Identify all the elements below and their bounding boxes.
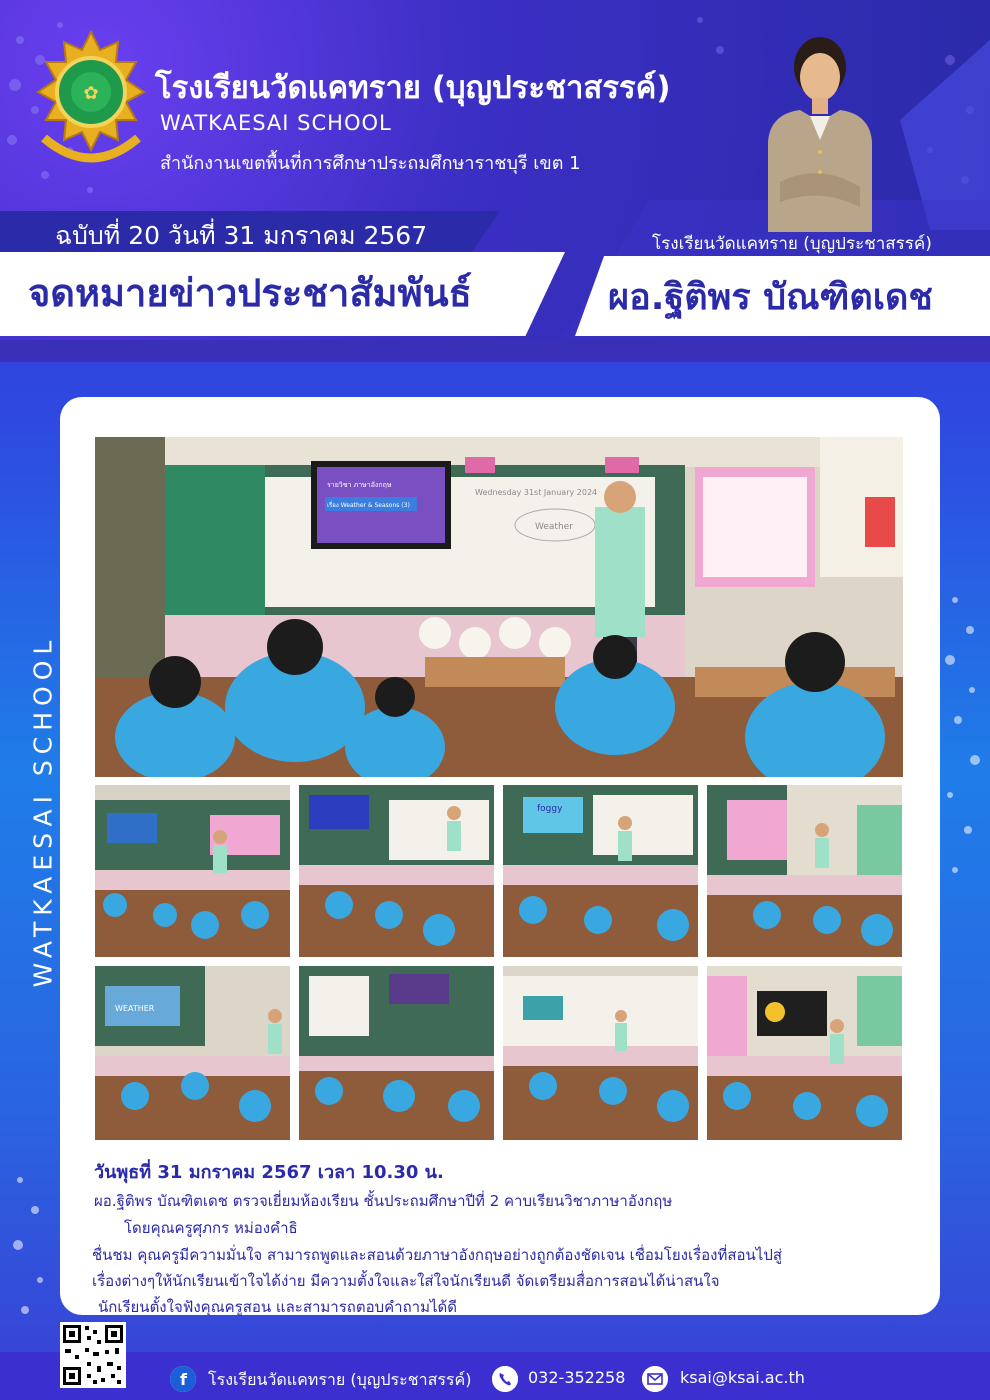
education-office: สำนักงานเขตพื้นที่การศึกษาประถมศึกษาราชบุรี เขต 1 (160, 153, 581, 174)
caption-line-1: ผอ.ฐิติพร บัณฑิตเดช ตรวจเยี่ยมห้องเรียน ชั้นประถมศึกษาปีที่ 2 คาบเรียนวิชาภาษาอังกฤษ (94, 1192, 673, 1210)
svg-text:✿: ✿ (83, 83, 99, 104)
facebook-icon[interactable] (170, 1366, 196, 1392)
school-name-right: โรงเรียนวัดแคทราย (บุญประชาสรรค์) (652, 234, 932, 254)
email-link[interactable]: ksai@ksai.ac.th (680, 1368, 805, 1387)
email-icon (642, 1366, 668, 1392)
caption-line-3: ชื่นชม คุณครูมีความมั่นใจ สามารถพูดและสอนด้วยภาษาอังกฤษอย่างถูกต้องชัดเจน เชื่อมโยงเรื่องที่สอนไปสู่ (92, 1246, 782, 1264)
caption-line-4: เรื่องต่างๆให้นักเรียนเข้าใจได้ง่าย มีความตั้งใจและใส่ใจนักเรียนดี จัดเตรียมสื่อการสอนได้น่าสนใจ (92, 1272, 720, 1290)
director-name: ผอ.ฐิติพร บัณฑิตเดช (608, 277, 933, 318)
classroom-photo-7 (503, 966, 698, 1140)
qr-code-icon[interactable] (60, 1322, 126, 1388)
classroom-photo-2 (299, 785, 494, 957)
school-name-thai: โรงเรียนวัดแคทราย (บุญประชาสรรค์) (155, 70, 671, 106)
event-datetime: วันพุธที่ 31 มกราคม 2567 เวลา 10.30 น. (94, 1162, 444, 1183)
slide-foggy: foggy (537, 804, 563, 814)
school-emblem-icon (30, 28, 152, 178)
slide-subject: รายวิชา ภาษาอังกฤษ (327, 481, 392, 489)
issue-number: ฉบับที่ 20 วันที่ 31 มกราคม 2567 (55, 221, 428, 250)
svg-text:f: f (180, 1370, 187, 1389)
header-stripe (0, 340, 990, 362)
classroom-photo-5 (95, 966, 290, 1140)
board-date: Wednesday 31st January 2024 (475, 488, 598, 497)
facebook-link[interactable]: โรงเรียนวัดแคทราย (บุญประชาสรรค์) (208, 1370, 472, 1389)
side-watermark: WATKAESAI SCHOOL (28, 634, 58, 988)
board-word: Weather (535, 522, 573, 532)
school-name-english: WATKAESAI SCHOOL (160, 111, 392, 135)
slide-topic: เรื่อง Weather & Seasons (3) (327, 502, 410, 509)
main-classroom-photo (95, 437, 903, 777)
classroom-photo-8 (707, 966, 902, 1140)
phone-icon (492, 1366, 518, 1392)
classroom-photo-1 (95, 785, 290, 957)
classroom-photo-3 (503, 785, 698, 957)
caption-line-2: โดยคุณครูศุภกร หม่องคำธิ (124, 1219, 298, 1237)
header (0, 0, 990, 340)
slide-weather: WEATHER (115, 1004, 155, 1013)
caption-line-5: นักเรียนตั้งใจฟังคุณครูสอน และสามารถตอบคำถามได้ดี (98, 1298, 458, 1316)
classroom-photo-6 (299, 966, 494, 1140)
classroom-photo-4 (707, 785, 902, 957)
phone-number: 032-352258 (528, 1368, 626, 1387)
director-photo (760, 22, 880, 232)
newsletter-title: จดหมายข่าวประชาสัมพันธ์ (28, 271, 472, 315)
